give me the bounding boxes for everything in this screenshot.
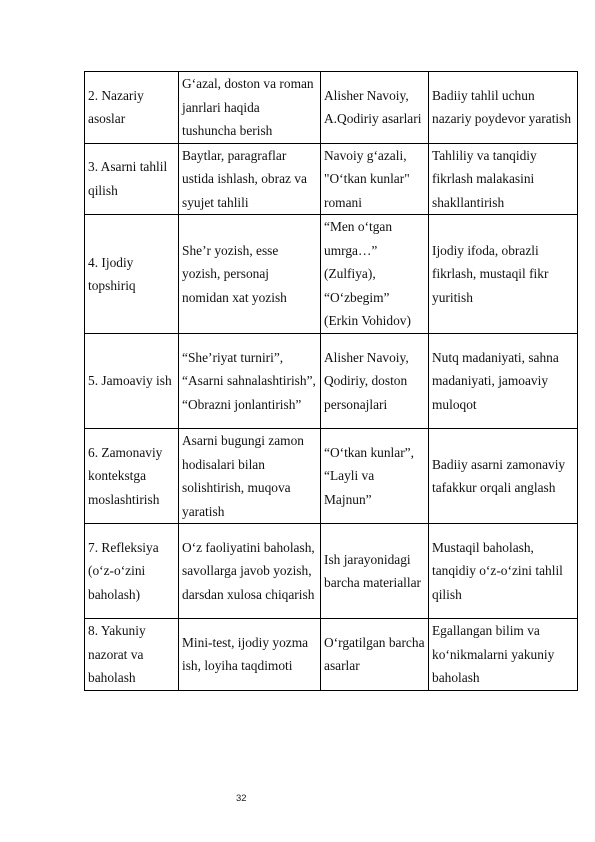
goal-cell: Badiiy asarni zamonaviy tafakkur orqali anglash xyxy=(429,429,578,524)
material-cell: Navoiy g‘azali, "O‘tkan kunlar" romani xyxy=(321,143,429,215)
stage-cell: 7. Refleksiya (o‘z-o‘zini baholash) xyxy=(85,524,179,619)
activity-cell: G‘azal, doston va roman janrlari haqida tushuncha berish xyxy=(179,72,321,144)
goal-cell: Nutq madaniyati, sahna madaniyati, jamoaviy muloqot xyxy=(429,334,578,429)
table-row xyxy=(85,72,578,144)
material-cell: Alisher Navoiy, A.Qodiriy asarlari xyxy=(321,72,429,144)
goal-cell: Egallangan bilim va ko‘nikmalarni yakuniy baholash xyxy=(429,619,578,691)
table-row xyxy=(85,143,578,215)
activity-cell: She’r yozish, esse yozish, personaj nomidan xat yozish xyxy=(179,215,321,334)
stage-cell: 5. Jamoaviy ish xyxy=(85,334,179,429)
material-cell: O‘rgatilgan barcha asarlar xyxy=(321,619,429,691)
table-row xyxy=(85,524,578,619)
table-row xyxy=(85,429,578,524)
stage-cell: 8. Yakuniy nazorat va baholash xyxy=(85,619,179,691)
material-cell: Ish jarayonidagi barcha materiallar xyxy=(321,524,429,619)
goal-cell: Ijodiy ifoda, obrazli fikrlash, mustaqil fikr yuritish xyxy=(429,215,578,334)
goal-cell: Mustaqil baholash, tanqidiy o‘z-o‘zini tahlil qilish xyxy=(429,524,578,619)
page-number: 32 xyxy=(236,793,247,804)
activity-cell: O‘z faoliyatini baholash, savollarga javob yozish, darsdan xulosa chiqarish xyxy=(179,524,321,619)
stage-cell: 2. Nazariy asoslar xyxy=(85,72,179,144)
stage-cell: 6. Zamonaviy kontekstga moslashtirish xyxy=(85,429,179,524)
stage-cell: 4. Ijodiy topshiriq xyxy=(85,215,179,334)
material-cell: “O‘tkan kunlar”, “Layli va Majnun” xyxy=(321,429,429,524)
goal-cell: Tahliliy va tanqidiy fikrlash malakasini shakllantirish xyxy=(429,143,578,215)
lesson-stages-table xyxy=(84,71,578,691)
stage-cell: 3. Asarni tahlil qilish xyxy=(85,143,179,215)
table-row xyxy=(85,619,578,691)
goal-cell: Badiiy tahlil uchun nazariy poydevor yaratish xyxy=(429,72,578,144)
table-row xyxy=(85,334,578,429)
activity-cell: Baytlar, paragraflar ustida ishlash, obraz va syujet tahlili xyxy=(179,143,321,215)
material-cell: “Men o‘tgan umrga…” (Zulfiya), “O‘zbegim” (Erkin Vohidov) xyxy=(321,215,429,334)
activity-cell: Asarni bugungi zamon hodisalari bilan solishtirish, muqova yaratish xyxy=(179,429,321,524)
activity-cell: “She’riyat turniri”, “Asarni sahnalashtirish”, “Obrazni jonlantirish” xyxy=(179,334,321,429)
activity-cell: Mini-test, ijodiy yozma ish, loyiha taqdimoti xyxy=(179,619,321,691)
table-row xyxy=(85,215,578,334)
material-cell: Alisher Navoiy, Qodiriy, doston personajlari xyxy=(321,334,429,429)
